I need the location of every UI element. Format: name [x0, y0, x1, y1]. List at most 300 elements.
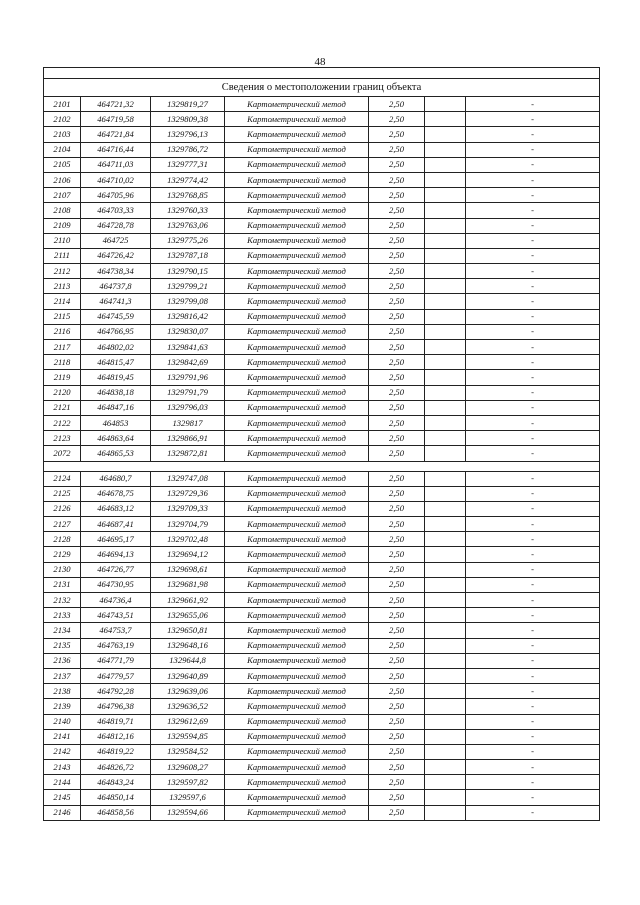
table-cell: - — [466, 790, 600, 805]
table-cell: 1329694,12 — [151, 547, 225, 562]
table-cell: 2117 — [44, 340, 81, 355]
table-row — [44, 653, 600, 668]
table-cell: 464678,75 — [81, 486, 151, 501]
table-cell — [425, 294, 466, 309]
table-row — [44, 294, 600, 309]
table-cell: 2135 — [44, 638, 81, 653]
table-row — [44, 218, 600, 233]
table-cell — [425, 142, 466, 157]
table-row — [44, 501, 600, 516]
table-row — [44, 805, 600, 820]
header-spacer-cell — [44, 68, 600, 79]
table-cell: Картометрический метод — [225, 729, 369, 744]
table-cell: 464792,28 — [81, 684, 151, 699]
table-cell — [425, 97, 466, 112]
table-cell — [425, 729, 466, 744]
table-cell: 1329729,36 — [151, 486, 225, 501]
table-cell: 2,50 — [369, 744, 425, 759]
table-cell: 464726,77 — [81, 562, 151, 577]
table-row — [44, 446, 600, 461]
table-cell: 2145 — [44, 790, 81, 805]
table-cell: - — [466, 593, 600, 608]
table-cell: 2,50 — [369, 805, 425, 820]
table-cell: 2144 — [44, 775, 81, 790]
header-spacer-row — [44, 68, 600, 79]
table-cell: Картометрический метод — [225, 623, 369, 638]
table-cell: - — [466, 729, 600, 744]
table-cell: - — [466, 486, 600, 501]
table-cell: 2,50 — [369, 233, 425, 248]
table-cell: 1329787,18 — [151, 248, 225, 263]
table-cell: 2,50 — [369, 471, 425, 486]
table-cell: Картометрический метод — [225, 157, 369, 172]
table-cell: 464753,7 — [81, 623, 151, 638]
table-cell: 1329640,89 — [151, 668, 225, 683]
table-cell: 2102 — [44, 112, 81, 127]
table-cell: 2,50 — [369, 340, 425, 355]
table-cell: 2,50 — [369, 593, 425, 608]
table-cell: 2146 — [44, 805, 81, 820]
table-cell: 2,50 — [369, 279, 425, 294]
table-cell: - — [466, 112, 600, 127]
table-cell: 2,50 — [369, 699, 425, 714]
table-cell: Картометрический метод — [225, 248, 369, 263]
table-cell — [425, 775, 466, 790]
table-cell — [425, 309, 466, 324]
table-cell: 1329704,79 — [151, 517, 225, 532]
table-cell: 1329698,61 — [151, 562, 225, 577]
table-cell — [425, 172, 466, 187]
table-cell: 1329830,07 — [151, 324, 225, 339]
table-cell: 2,50 — [369, 668, 425, 683]
table-cell: 2,50 — [369, 532, 425, 547]
table-cell: - — [466, 400, 600, 415]
table-cell — [425, 233, 466, 248]
table-cell: 2,50 — [369, 188, 425, 203]
table-cell: 2,50 — [369, 97, 425, 112]
table-cell — [425, 547, 466, 562]
table-cell: Картометрический метод — [225, 532, 369, 547]
table-cell: - — [466, 684, 600, 699]
table-cell — [425, 593, 466, 608]
table-row — [44, 547, 600, 562]
table-cell: - — [466, 668, 600, 683]
table-cell: 2,50 — [369, 218, 425, 233]
table-cell: 464738,34 — [81, 264, 151, 279]
table-cell: - — [466, 532, 600, 547]
table-cell: 2,50 — [369, 385, 425, 400]
table-cell — [425, 279, 466, 294]
table-cell: Картометрический метод — [225, 279, 369, 294]
table-cell — [425, 501, 466, 516]
table-cell: - — [466, 218, 600, 233]
table-title: Сведения о местоположении границ объекта — [44, 79, 600, 97]
table-cell: - — [466, 233, 600, 248]
table-cell: 464737,8 — [81, 279, 151, 294]
table-cell: 464853 — [81, 415, 151, 430]
table-cell: 464680,7 — [81, 471, 151, 486]
table-cell: 464711,03 — [81, 157, 151, 172]
table-cell: 464802,02 — [81, 340, 151, 355]
table-cell: 464695,17 — [81, 532, 151, 547]
table-cell: 1329681,98 — [151, 577, 225, 592]
table-cell: 1329799,21 — [151, 279, 225, 294]
table-cell: Картометрический метод — [225, 562, 369, 577]
table-cell: 1329639,06 — [151, 684, 225, 699]
table-cell: 1329650,81 — [151, 623, 225, 638]
table-row — [44, 415, 600, 430]
table-cell: 1329866,91 — [151, 431, 225, 446]
table-cell: 1329760,33 — [151, 203, 225, 218]
table-row — [44, 593, 600, 608]
table-row — [44, 279, 600, 294]
table-cell: Картометрический метод — [225, 264, 369, 279]
table-cell — [425, 638, 466, 653]
table-cell: 2109 — [44, 218, 81, 233]
table-cell: 2118 — [44, 355, 81, 370]
table-cell: 2,50 — [369, 431, 425, 446]
table-cell: 464812,16 — [81, 729, 151, 744]
table-cell: 464736,4 — [81, 593, 151, 608]
table-cell: Картометрический метод — [225, 112, 369, 127]
table-cell: Картометрический метод — [225, 127, 369, 142]
table-cell: 1329786,72 — [151, 142, 225, 157]
group-separator-row — [44, 461, 600, 471]
table-cell: 1329612,69 — [151, 714, 225, 729]
table-cell: 2137 — [44, 668, 81, 683]
table-cell: - — [466, 355, 600, 370]
table-cell: 2,50 — [369, 294, 425, 309]
table-cell — [425, 471, 466, 486]
table-cell: - — [466, 775, 600, 790]
table-cell: 2,50 — [369, 324, 425, 339]
table-cell: 2,50 — [369, 714, 425, 729]
table-row — [44, 355, 600, 370]
table-cell — [425, 744, 466, 759]
table-cell: 464687,41 — [81, 517, 151, 532]
table-cell: 2125 — [44, 486, 81, 501]
table-cell: - — [466, 385, 600, 400]
table-cell: 464741,3 — [81, 294, 151, 309]
table-cell: Картометрический метод — [225, 97, 369, 112]
table-cell: 2123 — [44, 431, 81, 446]
table-cell: 1329655,06 — [151, 608, 225, 623]
table-cell: 1329817 — [151, 415, 225, 430]
table-cell: Картометрический метод — [225, 415, 369, 430]
table-cell: - — [466, 471, 600, 486]
table-cell: 1329774,42 — [151, 172, 225, 187]
table-cell: 1329661,92 — [151, 593, 225, 608]
table-cell: - — [466, 446, 600, 461]
table-cell: Картометрический метод — [225, 400, 369, 415]
table-cell: Картометрический метод — [225, 324, 369, 339]
table-cell: Картометрический метод — [225, 699, 369, 714]
table-cell: 1329594,85 — [151, 729, 225, 744]
table-cell — [425, 157, 466, 172]
table-cell: 464719,58 — [81, 112, 151, 127]
table-row — [44, 668, 600, 683]
table-cell: Картометрический метод — [225, 188, 369, 203]
table-row — [44, 623, 600, 638]
table-title-row — [44, 79, 600, 97]
table-cell: - — [466, 517, 600, 532]
table-cell: 2,50 — [369, 517, 425, 532]
table-cell: 464779,57 — [81, 668, 151, 683]
table-cell: 2104 — [44, 142, 81, 157]
table-cell — [425, 340, 466, 355]
table-cell: 2106 — [44, 172, 81, 187]
table-cell: Картометрический метод — [225, 446, 369, 461]
table-cell: 2131 — [44, 577, 81, 592]
table-cell — [425, 653, 466, 668]
table-cell: 1329777,31 — [151, 157, 225, 172]
table-cell: - — [466, 805, 600, 820]
table-cell — [425, 446, 466, 461]
table-cell: - — [466, 264, 600, 279]
table-row — [44, 790, 600, 805]
table-cell: - — [466, 562, 600, 577]
table-cell: 464726,42 — [81, 248, 151, 263]
table-cell: 2119 — [44, 370, 81, 385]
table-cell: 2129 — [44, 547, 81, 562]
table-cell: Картометрический метод — [225, 431, 369, 446]
table-cell: - — [466, 760, 600, 775]
table-row — [44, 264, 600, 279]
table-cell: 2,50 — [369, 577, 425, 592]
table-cell — [425, 370, 466, 385]
table-cell: Картометрический метод — [225, 577, 369, 592]
table-cell: 2,50 — [369, 501, 425, 516]
table-cell: 2127 — [44, 517, 81, 532]
table-row — [44, 370, 600, 385]
table-cell: - — [466, 431, 600, 446]
table-cell: 2,50 — [369, 400, 425, 415]
table-cell — [425, 218, 466, 233]
table-row — [44, 340, 600, 355]
table-cell: 464863,64 — [81, 431, 151, 446]
table-cell — [425, 517, 466, 532]
table-cell: 2,50 — [369, 638, 425, 653]
table-cell: 2112 — [44, 264, 81, 279]
table-cell: 464826,72 — [81, 760, 151, 775]
table-row — [44, 142, 600, 157]
table-cell: 2,50 — [369, 248, 425, 263]
table-row — [44, 157, 600, 172]
table-cell: - — [466, 97, 600, 112]
table-cell: 1329584,52 — [151, 744, 225, 759]
table-cell: Картометрический метод — [225, 486, 369, 501]
table-cell — [425, 562, 466, 577]
table-cell: Картометрический метод — [225, 684, 369, 699]
table-cell: 1329791,96 — [151, 370, 225, 385]
table-cell: - — [466, 415, 600, 430]
table-cell: Картометрический метод — [225, 370, 369, 385]
table-cell: 2,50 — [369, 562, 425, 577]
table-cell: Картометрический метод — [225, 340, 369, 355]
table-cell: 1329842,69 — [151, 355, 225, 370]
table-cell: 2,50 — [369, 446, 425, 461]
table-cell: 464847,16 — [81, 400, 151, 415]
table-cell: 2105 — [44, 157, 81, 172]
table-cell: Картометрический метод — [225, 668, 369, 683]
table-cell: 464721,84 — [81, 127, 151, 142]
group-separator-cell — [44, 461, 600, 471]
table-cell: 2116 — [44, 324, 81, 339]
table-cell: 464683,12 — [81, 501, 151, 516]
table-cell: 2143 — [44, 760, 81, 775]
table-cell: 2136 — [44, 653, 81, 668]
table-row — [44, 188, 600, 203]
table-cell: 2134 — [44, 623, 81, 638]
table-cell: Картометрический метод — [225, 172, 369, 187]
table-cell: 1329702,48 — [151, 532, 225, 547]
table-cell: Картометрический метод — [225, 593, 369, 608]
table-cell: 1329791,79 — [151, 385, 225, 400]
table-cell: 2,50 — [369, 608, 425, 623]
table-row — [44, 775, 600, 790]
table-cell: 464745,59 — [81, 309, 151, 324]
table-row — [44, 744, 600, 759]
table-cell: - — [466, 638, 600, 653]
boundary-table-container — [43, 67, 599, 821]
table-cell: 2115 — [44, 309, 81, 324]
table-cell: 464819,22 — [81, 744, 151, 759]
table-cell: Картометрический метод — [225, 805, 369, 820]
table-cell — [425, 203, 466, 218]
table-row — [44, 714, 600, 729]
table-cell: 2,50 — [369, 370, 425, 385]
table-cell: - — [466, 744, 600, 759]
table-cell: - — [466, 340, 600, 355]
table-cell: 1329644,8 — [151, 653, 225, 668]
table-cell: 2,50 — [369, 415, 425, 430]
table-cell: - — [466, 127, 600, 142]
table-cell: 2,50 — [369, 203, 425, 218]
table-cell — [425, 805, 466, 820]
table-cell: 2120 — [44, 385, 81, 400]
table-cell: 2103 — [44, 127, 81, 142]
table-cell: 464705,96 — [81, 188, 151, 203]
table-cell: 2108 — [44, 203, 81, 218]
table-cell: 1329636,52 — [151, 699, 225, 714]
table-cell: 2,50 — [369, 112, 425, 127]
table-cell: 464763,19 — [81, 638, 151, 653]
table-cell: Картометрический метод — [225, 714, 369, 729]
table-cell: Картометрический метод — [225, 608, 369, 623]
table-cell: - — [466, 714, 600, 729]
table-cell: 2138 — [44, 684, 81, 699]
table-cell: Картометрический метод — [225, 517, 369, 532]
table-row — [44, 248, 600, 263]
table-cell: 464743,51 — [81, 608, 151, 623]
table-cell — [425, 324, 466, 339]
table-cell: Картометрический метод — [225, 294, 369, 309]
table-cell — [425, 760, 466, 775]
table-cell: 2124 — [44, 471, 81, 486]
table-cell: - — [466, 577, 600, 592]
table-cell: - — [466, 248, 600, 263]
table-row — [44, 517, 600, 532]
table-cell: 1329763,06 — [151, 218, 225, 233]
table-cell: - — [466, 653, 600, 668]
table-cell: 1329597,6 — [151, 790, 225, 805]
table-cell: 1329841,63 — [151, 340, 225, 355]
table-cell: 1329747,08 — [151, 471, 225, 486]
table-row — [44, 562, 600, 577]
table-cell: Картометрический метод — [225, 653, 369, 668]
table-row — [44, 684, 600, 699]
table-cell — [425, 264, 466, 279]
table-cell — [425, 415, 466, 430]
table-cell: Картометрический метод — [225, 385, 369, 400]
table-cell — [425, 355, 466, 370]
table-row — [44, 729, 600, 744]
table-cell: 464703,33 — [81, 203, 151, 218]
table-cell: 2,50 — [369, 653, 425, 668]
table-row — [44, 400, 600, 415]
table-cell: 2141 — [44, 729, 81, 744]
table-cell: - — [466, 172, 600, 187]
table-cell: Картометрический метод — [225, 203, 369, 218]
table-cell: 1329796,13 — [151, 127, 225, 142]
table-cell: 2122 — [44, 415, 81, 430]
table-cell: 464721,32 — [81, 97, 151, 112]
table-cell: 2,50 — [369, 684, 425, 699]
table-cell: - — [466, 188, 600, 203]
table-cell: Картометрический метод — [225, 790, 369, 805]
table-cell: 464796,38 — [81, 699, 151, 714]
table-row — [44, 638, 600, 653]
table-row — [44, 532, 600, 547]
table-cell: 1329872,81 — [151, 446, 225, 461]
table-cell: 464728,78 — [81, 218, 151, 233]
table-cell: 2,50 — [369, 775, 425, 790]
table-cell: 2110 — [44, 233, 81, 248]
table-cell: - — [466, 324, 600, 339]
table-cell — [425, 699, 466, 714]
table-cell: 2,50 — [369, 729, 425, 744]
table-cell — [425, 112, 466, 127]
table-cell: 464694,13 — [81, 547, 151, 562]
table-cell: 2,50 — [369, 623, 425, 638]
table-cell — [425, 248, 466, 263]
table-row — [44, 97, 600, 112]
boundary-coordinates-table — [43, 67, 600, 821]
table-cell: 1329775,26 — [151, 233, 225, 248]
table-cell: 2,50 — [369, 157, 425, 172]
table-cell: - — [466, 294, 600, 309]
table-row — [44, 309, 600, 324]
table-cell — [425, 127, 466, 142]
table-row — [44, 471, 600, 486]
table-cell: 1329608,27 — [151, 760, 225, 775]
table-cell: 1329790,15 — [151, 264, 225, 279]
table-cell — [425, 532, 466, 547]
table-cell: 2128 — [44, 532, 81, 547]
table-cell: - — [466, 699, 600, 714]
table-cell: Картометрический метод — [225, 233, 369, 248]
table-cell — [425, 790, 466, 805]
table-row — [44, 203, 600, 218]
table-cell: - — [466, 157, 600, 172]
table-cell: 2126 — [44, 501, 81, 516]
table-cell — [425, 486, 466, 501]
table-cell: 2,50 — [369, 486, 425, 501]
table-cell: - — [466, 279, 600, 294]
table-cell: 464843,24 — [81, 775, 151, 790]
table-row — [44, 699, 600, 714]
table-cell — [425, 668, 466, 683]
